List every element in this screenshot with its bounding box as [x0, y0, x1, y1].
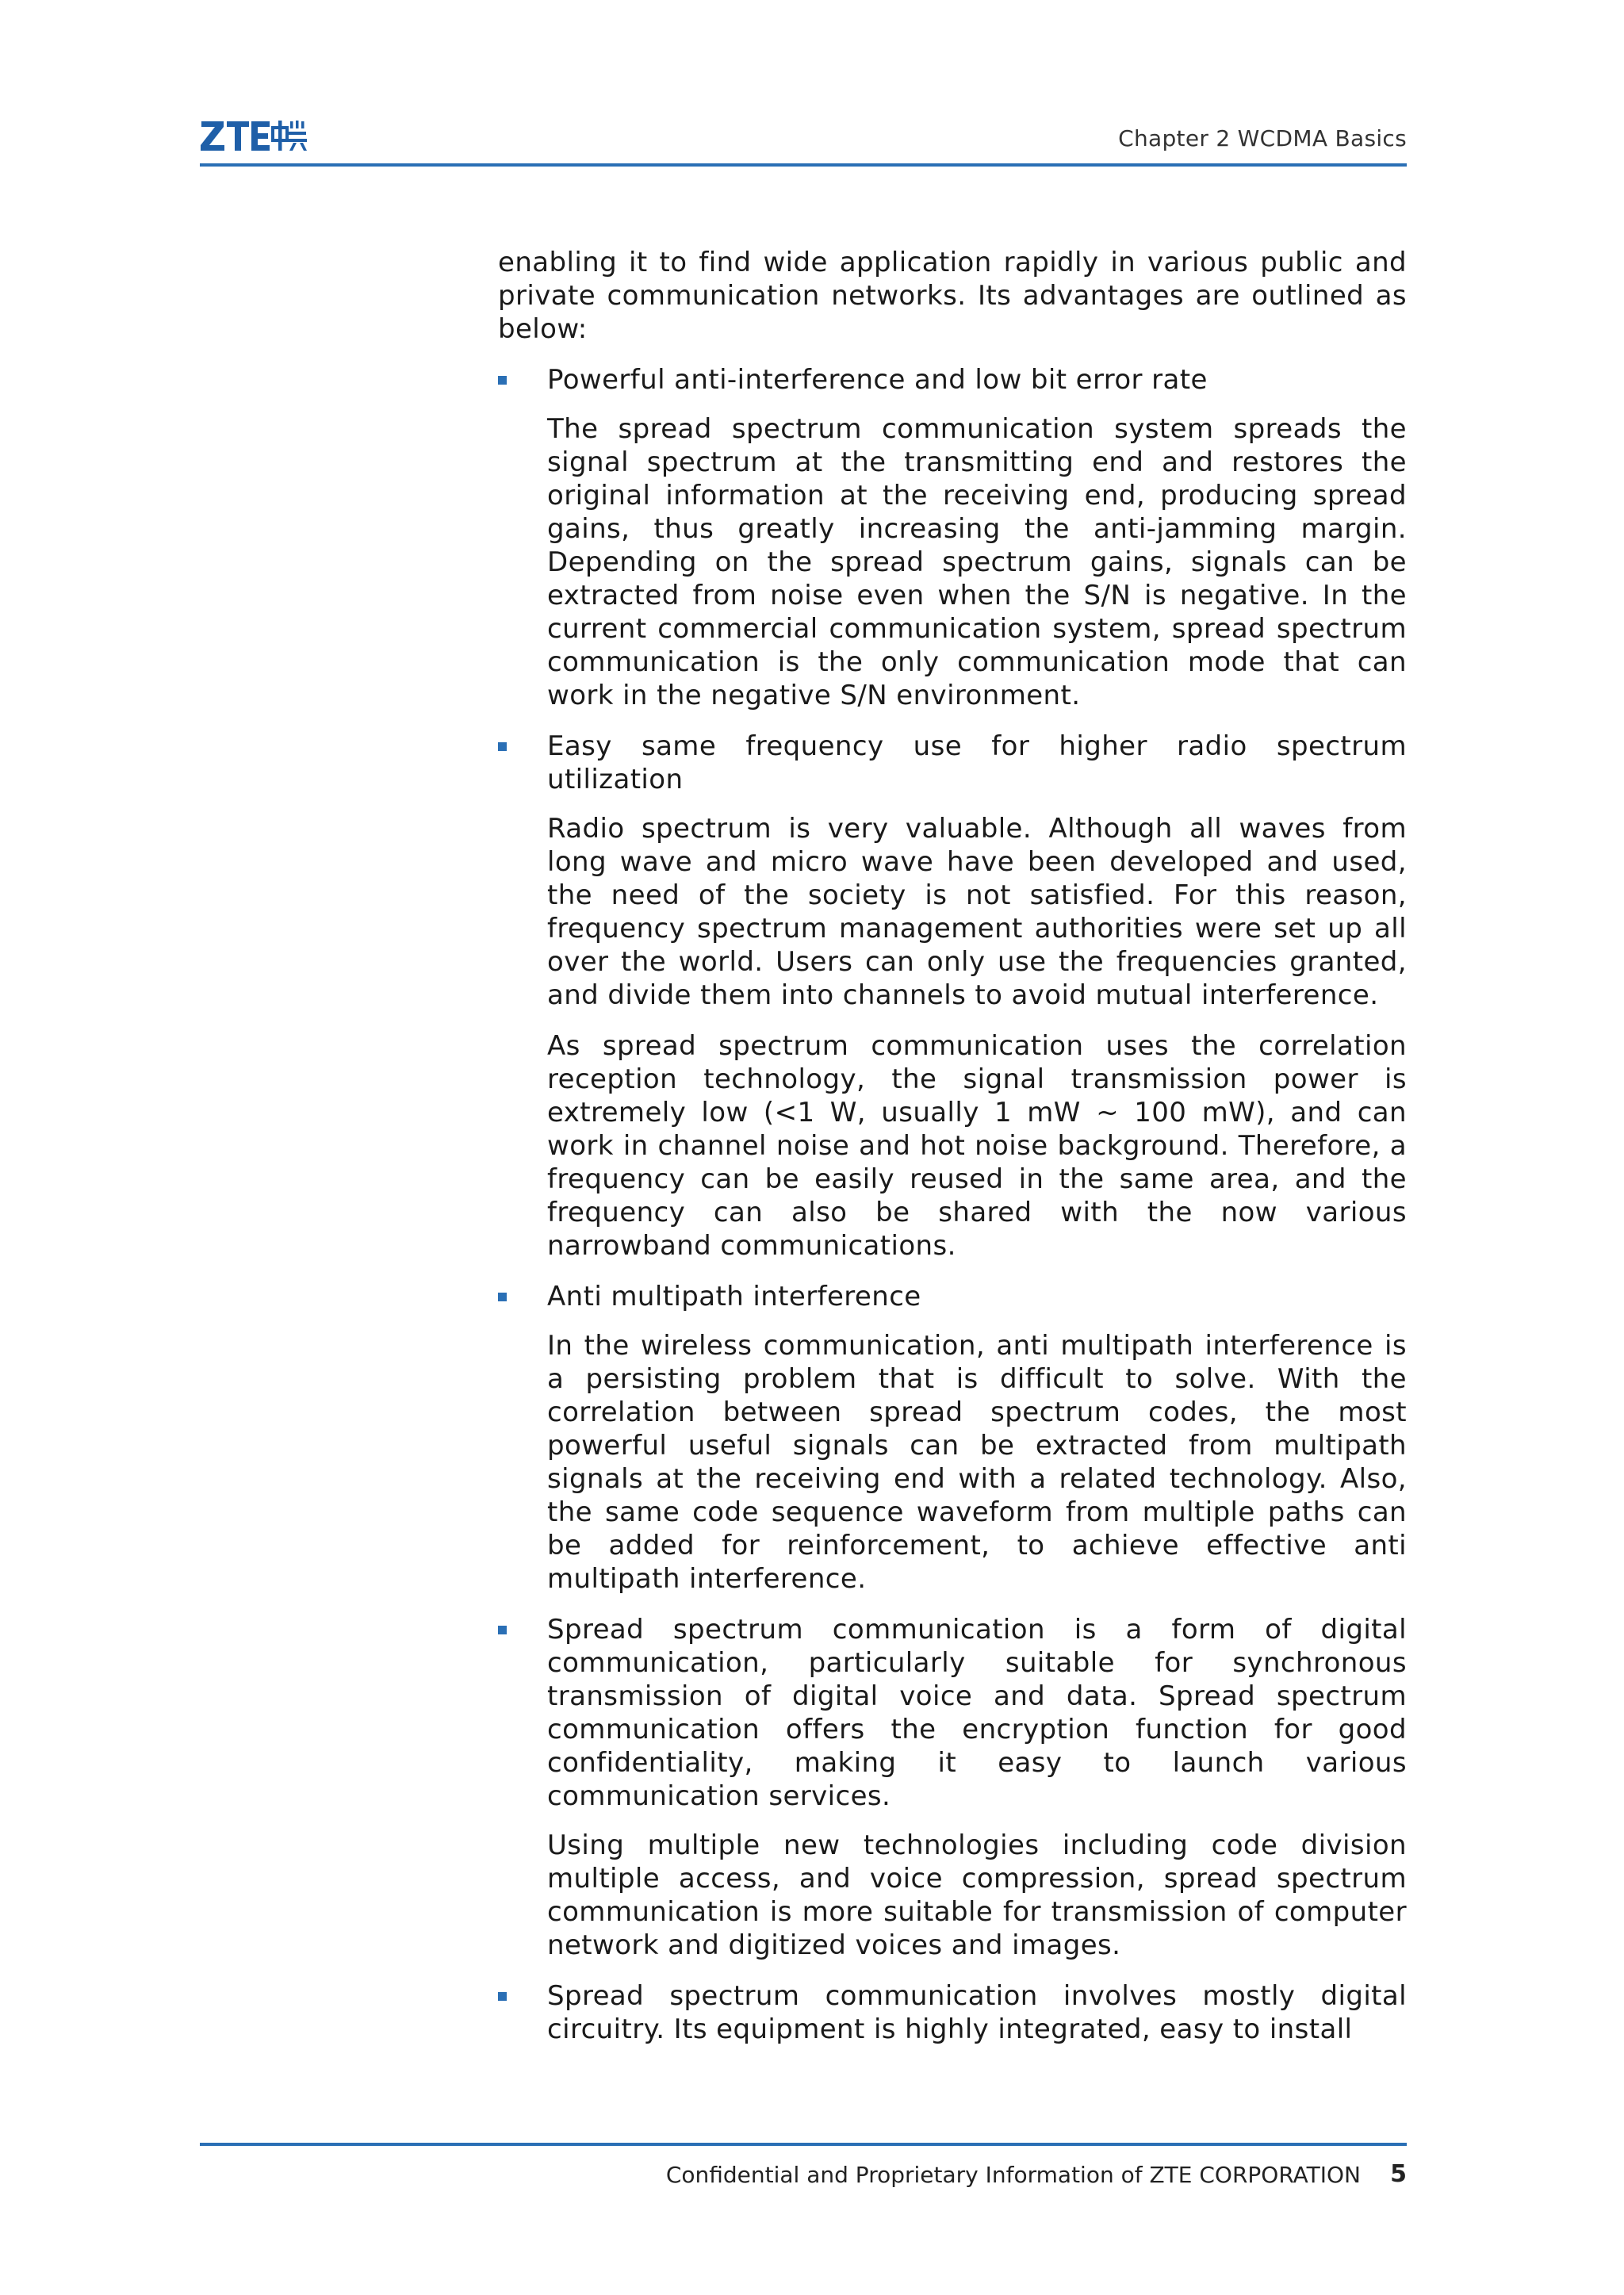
zte-logo-icon	[200, 118, 308, 153]
bullet-item	[498, 363, 1407, 712]
bullet-title: Spread spectrum communication involves mostly digital circuitry. Its equipment is highly integrated, easy to install	[547, 1980, 1407, 2045]
bullet-title: Powerful anti-interference and low bit error rate	[547, 364, 1208, 396]
bullet-paragraph: In the wireless communication, anti multipath interference is a persisting problem that is difficult to solve. With the correlation between spread spectrum codes, the most powerful useful signals can be extracted from multipath signals at the receiving end with a related technology. Also, the same code sequence waveform from multiple paths can be added for reinforcement, to achieve effective anti multipath interference.	[547, 1330, 1407, 1595]
footer-confidential-text: Confidential and Proprietary Information of ZTE CORPORATION	[665, 2162, 1361, 2188]
bullet-title: Anti multipath interference	[547, 1281, 921, 1312]
page-content	[498, 246, 1407, 2062]
bullet-square-icon	[498, 376, 507, 385]
bullet-paragraph: As spread spectrum communication uses the correlation reception technology, the signal transmission power is extremely low (<1 W, usually 1 mW ~ 100 mW), and can work in channel noise and hot noise background. Therefore, a frequency can be easily reused in the same area, and the frequency can also be shared with the now various narrowband communications.	[547, 1030, 1407, 1262]
bullet-title: Spread spectrum communication is a form of digital communication, particularly suitable for synchronous transmission of digital voice and data. Spread spectrum communication offers the encryption function for good confidentiality, making it easy to launch various communication services.	[547, 1614, 1407, 1812]
page-header	[200, 111, 1407, 167]
bullet-square-icon	[498, 1293, 507, 1301]
zte-logo	[200, 117, 308, 154]
bullet-square-icon	[498, 1626, 507, 1634]
intro-paragraph: enabling it to find wide application rapidly in various public and private communication networks. Its advantages are outlined as below:	[498, 247, 1407, 345]
bullet-paragraph: The spread spectrum communication system spreads the signal spectrum at the transmitting end and restores the original information at the receiving end, producing spread gains, thus greatly increasing the anti-jamming margin. Depending on the spread spectrum gains, signals can be extracted from noise even when the S/N is negative. In the current commercial communication system, spread spectrum communication is the only communication mode that can work in the negative S/N environment.	[547, 413, 1407, 711]
page-number: 5	[1390, 2160, 1407, 2188]
bullet-item	[498, 1613, 1407, 1962]
bullet-paragraph: Using multiple new technologies including code division multiple access, and voice compression, spread spectrum communication is more suitable for transmission of computer network and digitized voices and images.	[547, 1829, 1407, 1961]
bullet-square-icon	[498, 742, 507, 751]
bullet-title: Easy same frequency use for higher radio spectrum utilization	[547, 730, 1407, 795]
bullet-paragraph: Radio spectrum is very valuable. Although all waves from long wave and micro wave have been developed and used, the need of the society is not satisfied. For this reason, frequency spectrum management authorities were set up all over the world. Users can only use the frequencies granted, and divide them into channels to avoid mutual interference.	[547, 813, 1407, 1011]
bullet-item	[498, 1280, 1407, 1596]
chapter-title: Chapter 2 WCDMA Basics	[1118, 125, 1407, 151]
page-footer	[200, 2143, 1407, 2188]
bullet-square-icon	[498, 1992, 507, 2001]
bullet-item	[498, 730, 1407, 1262]
bullet-item	[498, 1979, 1407, 2046]
